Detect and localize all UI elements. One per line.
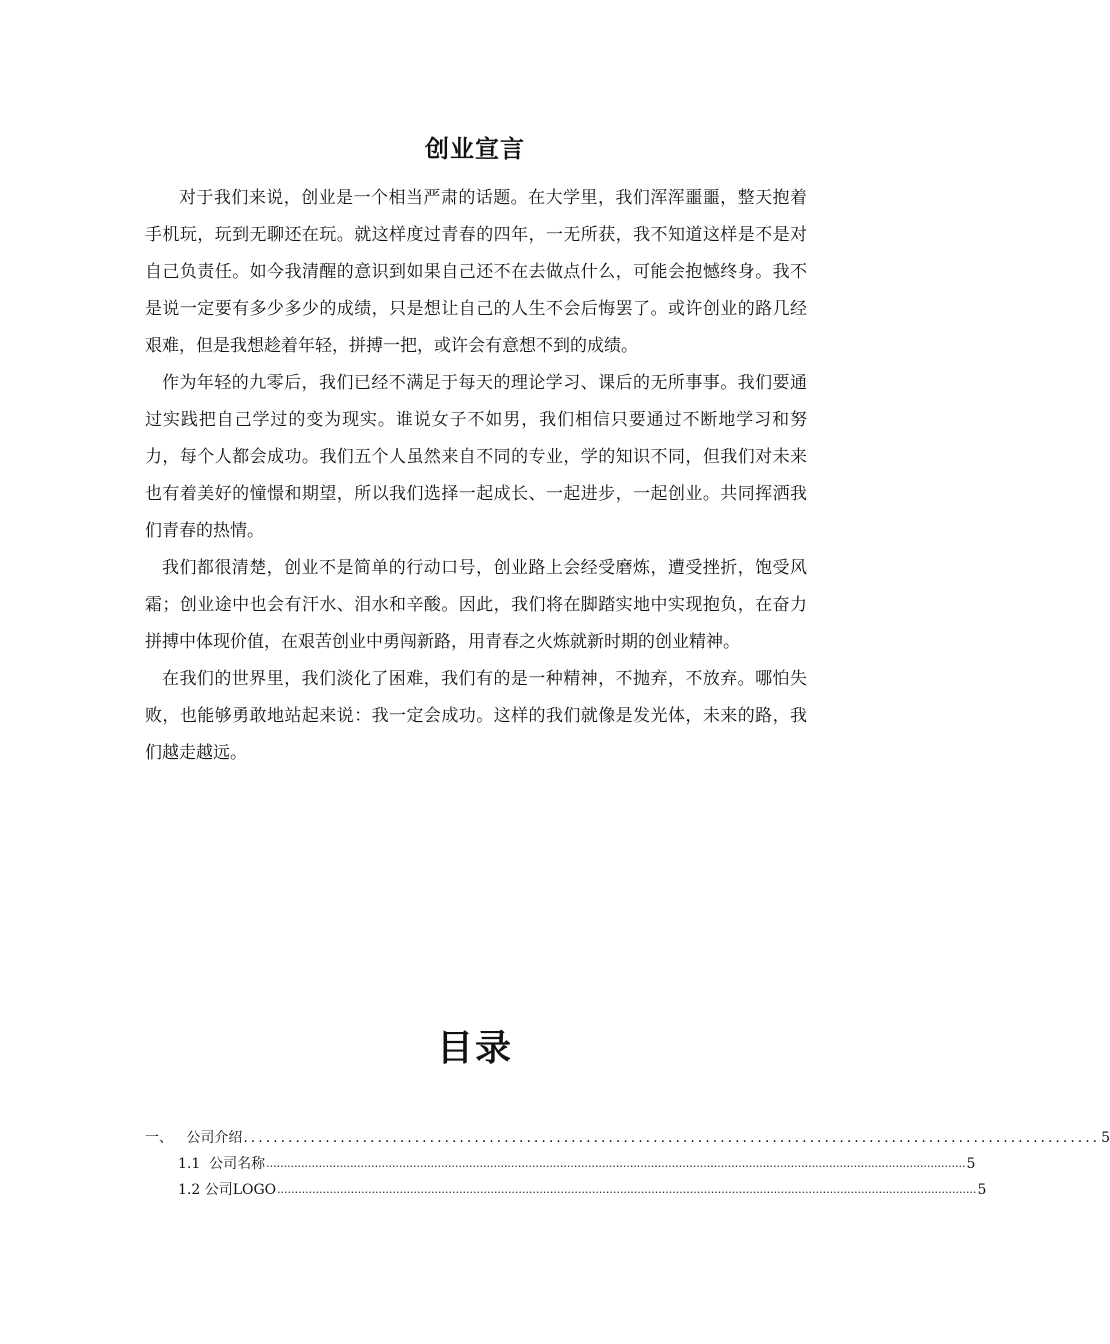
toc-entry-company-logo[interactable] [145, 1175, 987, 1201]
paragraph-3: 我们都很清楚，创业不是简单的行动口号，创业路上会经受磨炼，遭受挫折，饱受风霜；创业途中也会有汗水、泪水和辛酸。因此，我们将在脚踏实地中实现抱负，在奋力拼搏中体现价值，在艰苦创业中勇闯新路，用青春之火炼就新时期的创业精神。 [145, 558, 807, 652]
toc-entry-number: 一、 [145, 1130, 187, 1146]
toc-entry-label: 公司LOGO [204, 1182, 277, 1198]
paragraph-4: 在我们的世界里，我们淡化了困难，我们有的是一种精神，不抛弃，不放弃。哪怕失败，也能够勇敢地站起来说：我一定会成功。这样的我们就像是发光体，未来的路，我们越走越远。 [145, 669, 807, 763]
toc-entry-number: 1.1 [178, 1156, 210, 1172]
toc-entry-label: 公司介绍 [186, 1130, 243, 1146]
toc-entry-page: 5 [966, 1156, 976, 1172]
toc-entry-page: 5 [1101, 1130, 1110, 1146]
toc-entry-number: 1.2 [178, 1182, 205, 1198]
table-of-contents [145, 1123, 1110, 1201]
toc-leader-dots: ........................................................................................................................................................................................................ [277, 1183, 977, 1196]
toc-entry-company-name[interactable] [145, 1149, 976, 1175]
manifesto-body [145, 180, 807, 772]
page-title: 创业宣言 [425, 134, 525, 163]
toc-entry-company-intro[interactable] [145, 1123, 1110, 1149]
toc-entry-label: 公司名称 [209, 1156, 266, 1172]
paragraph-1: 对于我们来说，创业是一个相当严肃的话题。在大学里，我们浑浑噩噩，整天抱着手机玩，玩到无聊还在玩。就这样度过青春的四年，一无所获，我不知道这样是不是对自己负责任。如今我清醒的意识到如果自己还不在去做点什么，可能会抱憾终身。我不是说一定要有多少多少的成绩，只是想让自己的人生不会后悔罢了。或许创业的路几经艰难，但是我想趁着年轻，拼搏一把，或许会有意想不到的成绩。 [145, 188, 807, 356]
toc-leader-dots: ................................................................................................................... [243, 1130, 1101, 1146]
toc-entry-page: 5 [977, 1182, 987, 1198]
toc-title: 目录 [436, 1027, 513, 1069]
paragraph-2: 作为年轻的九零后，我们已经不满足于每天的理论学习、课后的无所事事。我们要通过实践把自己学过的变为现实。谁说女子不如男，我们相信只要通过不断地学习和努力，每个人都会成功。我们五个人虽然来自不同的专业，学的知识不同，但我们对未来也有着美好的憧憬和期望，所以我们选择一起成长、一起进步，一起创业。共同挥洒我们青春的热情。 [145, 373, 807, 541]
toc-leader-dots: ........................................................................................................................................................................................................ [266, 1157, 966, 1170]
